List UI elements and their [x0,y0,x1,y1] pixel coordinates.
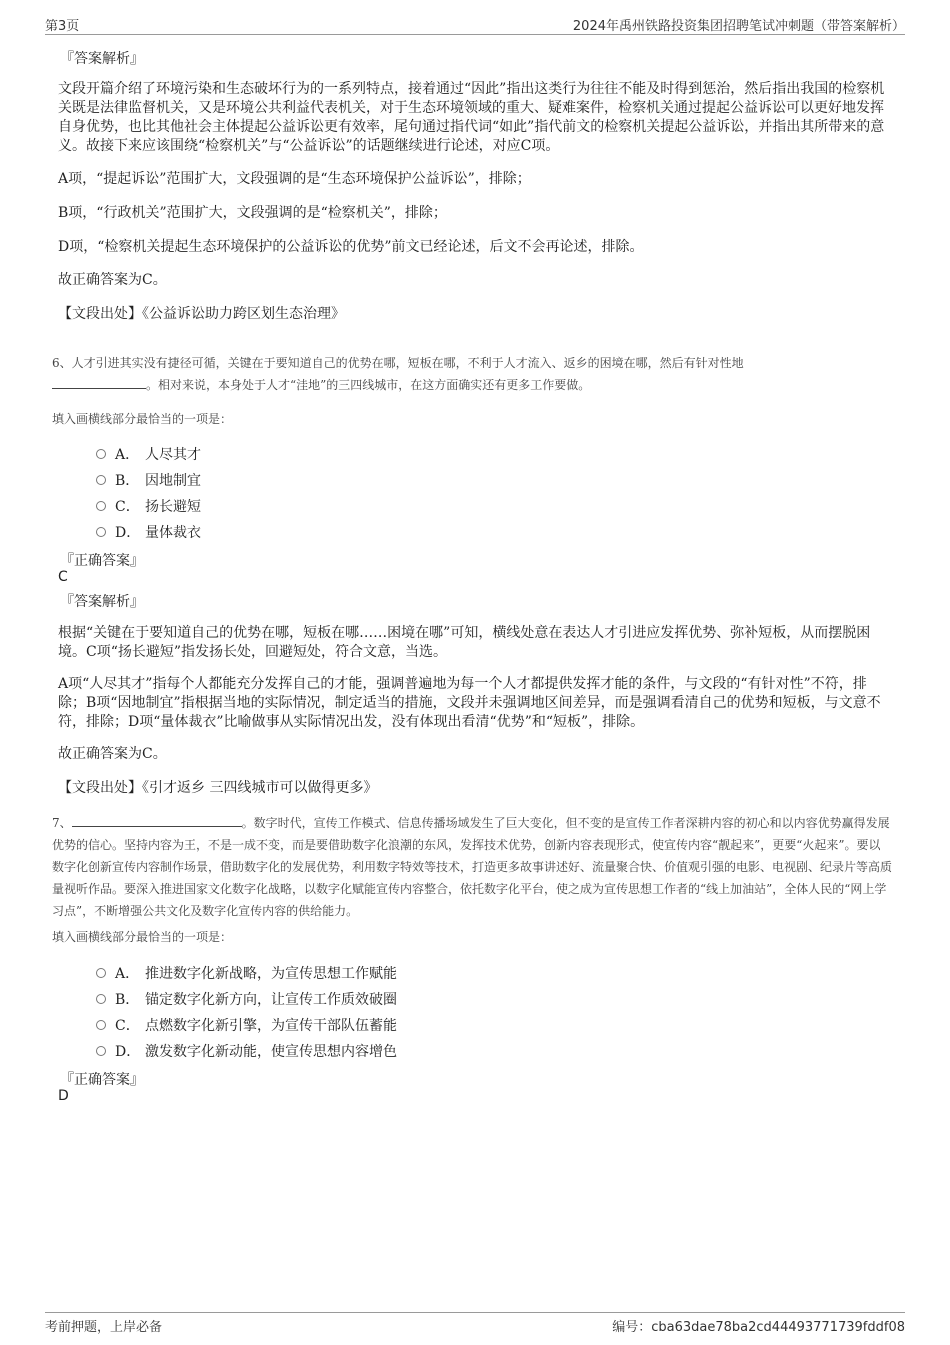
q6-answer: C [58,569,68,585]
q6-option-b[interactable]: B． 因地制宜 [96,470,201,490]
q7-answer: D [58,1088,69,1104]
q6-answer-label: 『正确答案』 [60,553,144,569]
q6-option-a[interactable]: A． 人尽其才 [96,444,201,464]
q6-analysis-label: 『答案解析』 [60,594,144,610]
q7-number: 7、 [52,816,72,830]
q5-analysis-option-d: D项，“检察机关提起生态环境保护的公益诉讼的优势”前文已经论述，后文不会再论述，排除。 [58,239,644,255]
q7-option-d[interactable]: D． 激发数字化新动能，使宣传思想内容增色 [96,1041,397,1061]
q6-option-c[interactable]: C． 扬长避短 [96,496,201,516]
q7-blank [72,812,242,827]
page-header [45,12,905,35]
q7-stem [52,812,892,922]
radio-icon[interactable] [96,475,106,485]
q5-source: 【文段出处】《公益诉讼助力跨区划生态治理》 [58,306,345,322]
q6-option-d[interactable]: D． 量体裁衣 [96,522,201,542]
q7-option-a[interactable]: A． 推进数字化新战略，为宣传思想工作赋能 [96,963,397,983]
q5-analysis-paragraph: 文段开篇介绍了环境污染和生态破坏行为的一系列特点，接着通过“因此”指出这类行为往往不能及时得到惩治，然后指出我国的检察机关既是法律监督机关，又是环境公共利益代表机关，对于生态环境领域的重大、疑难案件，检察机关通过提起公益诉讼可以更好地发挥自身优势，也比其他社会主体提起公益诉讼更有效率，尾句通过指代词“如此”指代前文的检察机关提起公益诉讼，并指出其所带来的意义。故接下来应该围绕“检察机关”与“公益诉讼”的话题继续进行论述，对应C项。 [58,81,885,154]
radio-icon[interactable] [96,968,106,978]
q7-option-c[interactable]: C． 点燃数字化新引擎，为宣传干部队伍蓄能 [96,1015,397,1035]
q5-analysis-label: 『答案解析』 [60,51,144,67]
page-number: 第3页 [45,19,80,34]
q5-analysis-option-b: B项，“行政机关”范围扩大，文段强调的是“检察机关”，排除； [58,205,447,221]
q6-analysis-other-options: A项“人尽其才”指每个人都能充分发挥自己的才能，强调普遍地为每一个人才都提供发挥才能的条件，与文段的“有针对性”不符，排除；B项“因地制宜”指根据当地的实际情况，制定适当的措施，文段并未强调地区间差异，而是强调看清自己的优势和短板，与文意不符，排除；D项“量体裁衣”比喻做事从实际情况出发，没有体现出看清“优势”和“短板”，排除。 [58,676,881,730]
q5-analysis-option-a: A项，“提起诉讼”范围扩大，文段强调的是“生态环境保护公益诉讼”，排除； [58,171,531,187]
q5-conclusion: 故正确答案为C。 [58,272,167,288]
radio-icon[interactable] [96,501,106,511]
radio-icon[interactable] [96,1046,106,1056]
q6-source: 【文段出处】《引才返乡 三四线城市可以做得更多》 [58,780,378,796]
q6-analysis-paragraph: 根据“关键在于要知道自己的优势在哪，短板在哪……困境在哪”可知，横线处意在表达人才引进应发挥优势、弥补短板，从而摆脱困境。C项“扬长避短”指发扬长处，回避短处，符合文意，当选。 [58,625,871,660]
q7-option-b[interactable]: B． 锚定数字化新方向，让宣传工作质效破圈 [96,989,397,1009]
radio-icon[interactable] [96,527,106,537]
radio-icon[interactable] [96,449,106,459]
q6-stem-part-b: 。相对来说，本身处于人才“洼地”的三四线城市，在这方面确实还有更多工作要做。 [146,378,591,392]
q7-stem-text: 。数字时代，宣传工作模式、信息传播场域发生了巨大变化，但不变的是宣传工作者深耕内容的初心和以内容优势赢得发展优势的信心。坚持内容为王，不是一成不变，而是要借助数字化浪潮的东风，发挥技术优势，创新内容表现形式，使宣传内容“靓起来”，更要“火起来”。要以数字化创新宣传内容制作场景，借助数字化的发展优势，利用数字特效等技术，打造更多故事讲述好、流量聚合快、价值观引强的电影、电视剧、纪录片等高质量视听作品。要深入推进国家文化数字化战略，以数字化赋能宣传内容整合，依托数字化平台，使之成为宣传思想工作者的“线上加油站”，全体人民的“网上学习点”，不断增强公共文化及数字化宣传内容的供给能力。 [52,816,893,918]
footer-slogan: 考前押题，上岸必备 [45,1320,163,1335]
document-title: 2024年禹州铁路投资集团招聘笔试冲刺题（带答案解析） [572,19,905,34]
page-footer [45,1312,905,1333]
q6-stem [52,352,892,396]
radio-icon[interactable] [96,1020,106,1030]
footer-code: 编号：cba63dae78ba2cd44493771739fddf08 [612,1320,905,1335]
q7-prompt: 填入画横线部分最恰当的一项是： [52,930,233,944]
q6-conclusion: 故正确答案为C。 [58,746,167,762]
q6-blank [52,374,146,389]
q6-stem-part-a: 6、人才引进其实没有捷径可循，关键在于要知道自己的优势在哪，短板在哪，不利于人才流入、返乡的困境在哪，然后有针对性地 [52,356,744,370]
radio-icon[interactable] [96,994,106,1004]
q6-prompt: 填入画横线部分最恰当的一项是： [52,412,233,426]
q7-answer-label: 『正确答案』 [60,1072,144,1088]
